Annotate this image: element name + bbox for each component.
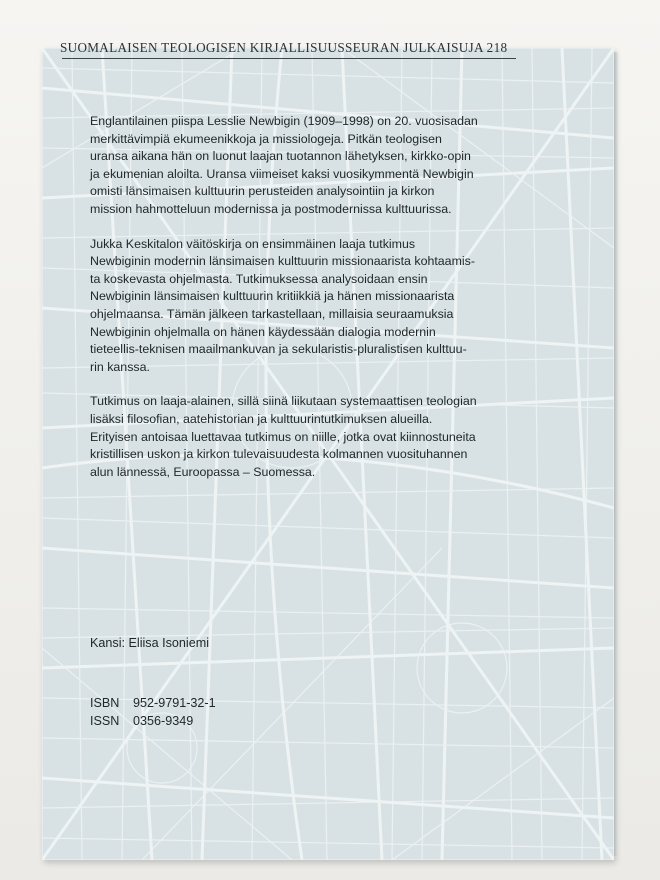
description-paragraph: Tutkimus on laaja-alainen, sillä siinä liikutaan systemaattisen teologian lisäksi filosofian, aatehistorian ja kulttuurintutkimuksen alueilla. Erityisen antoisaa luettavaa tutkimus on niille, jotka ovat kiinnostuneita kristillisen uskon ja kirkon tulevaisuudesta kolmannen vuosituhannen alun lännessä, Euroopassa – Suomessa.: [90, 394, 477, 479]
isbn-row: [90, 694, 216, 712]
issn-label: ISSN: [90, 714, 120, 728]
isbn-label: ISBN: [90, 696, 120, 710]
isbn-value: 952-9791-32-1: [133, 696, 216, 710]
series-title: SUOMALAISEN TEOLOGISEN KIRJALLISUUSSEURAN JULKAISUJA 218: [60, 40, 508, 55]
book-identifiers: [90, 694, 216, 730]
issn-value: 0356-9349: [133, 714, 194, 728]
series-divider: [62, 58, 516, 59]
book-page-edge: [614, 52, 618, 856]
cover-credit: Kansi: Eliisa Isoniemi: [90, 636, 209, 650]
issn-row: [90, 712, 216, 730]
description-paragraph: Jukka Keskitalon väitöskirja on ensimmäinen laaja tutkimus Newbiginin modernin länsimaisen kulttuurin missionaarista kohtaamis- ta koskevasta ohjelmasta. Tutkimuksessa analysoidaan ensin Newbiginin länsimaisen kulttuurin kritiikkiä ja hänen missionaarista ohjelmaansa. Tämän jälkeen tarkastellaan, millaisia seuraamuksia Newbiginin ohjelmalla on hänen käydessään dialogia modernin tieteellis-teknisen maailmankuvan ja sekularistis-pluralistisen kulttuu- rin kanssa.: [90, 236, 475, 374]
book-description: [90, 113, 530, 498]
description-paragraph: Englantilainen piispa Lesslie Newbigin (1909–1998) on 20. vuosisadan merkittävimpiä ekumeenikkoja ja missiologeja. Pitkän teologisen uransa aikana hän on luonut laajan tuotannon lähetyksen, kirkko-opin ja ekumenian aloilta. Uransa viimeiset kaksi vuosikymmentä Newbigin omisti länsimaisen kulttuurin perusteiden analysointiin ja kirkon mission hahmotteluun modernissa ja postmodernissa kulttuurissa.: [90, 114, 478, 216]
